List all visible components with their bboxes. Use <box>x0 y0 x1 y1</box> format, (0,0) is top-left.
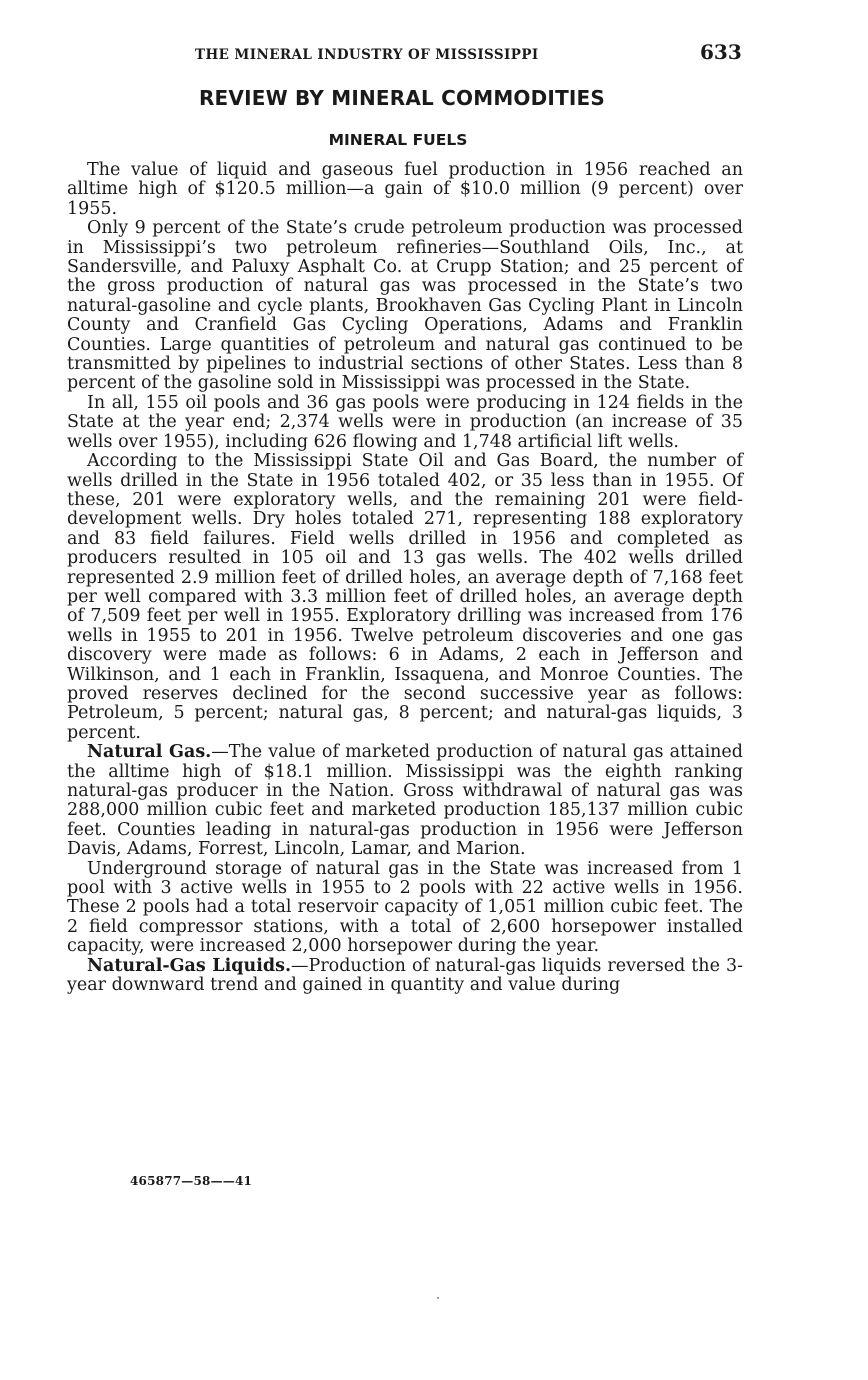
body-text <box>67 161 743 995</box>
natural-gas-text: —The value of marketed production of natural gas attained the alltime high of $18.1 million. Mississippi was the eighth ranking natural-gas producer in the Nation. Gross withdrawal of natural gas was 288,000 million cubic feet and marketed production 185,137 million cubic feet. Counties leading in natural-gas production in 1956 were Jefferson Davis, Adams, Forrest, Lincoln, Lamar, and Marion. <box>67 742 743 860</box>
paragraph-refineries: Only 9 percent of the State’s crude petroleum production was processed in Mississippi’s two petroleum refineries—Southland Oils, Inc., at Sandersville, and Paluxy Asphalt Co. at Crupp Station; and 25 percent of the gross production of natural gas was processed in the State’s two natural-gasoline and cycle plants, Brookhaven Gas Cycling Plant in Lincoln County and Cranfield Gas Cycling Operations, Adams and Franklin Counties. Large quantities of petroleum and natural gas continued to be transmitted by pipelines to industrial sections of other States. Less than 8 percent of the gasoline sold in Mississippi was processed in the State. <box>67 218 743 394</box>
scan-speck <box>437 1297 439 1299</box>
paragraph-natural-gas <box>67 743 743 859</box>
paragraph-pools-and-wells: In all, 155 oil pools and 36 gas pools were producing in 124 fields in the State at the year end; 2,374 wells were in production (an increase of 35 wells over 1955), including 626 flowing and 1,748 artificial lift wells. <box>67 392 743 452</box>
subsection-title: MINERAL FUELS <box>328 131 468 149</box>
natural-gas-heading: Natural Gas. <box>87 742 212 763</box>
footer-print-code: 465877—58——41 <box>130 1174 253 1188</box>
paragraph-underground-storage: Underground storage of natural gas in the State was increased from 1 pool with 3 active wells in 1955 to 2 pools with 22 active wells in 1956. These 2 pools had a total reservoir capacity of 1,051 million cubic feet. The 2 field compressor stations, with a total of 2,600 horsepower installed capacity, were increased 2,000 horsepower during the year. <box>67 858 743 957</box>
section-title: REVIEW BY MINERAL COMMODITIES <box>198 86 606 110</box>
paragraph-drilling: According to the Mississippi State Oil and Gas Board, the number of wells drilled in the State in 1956 totaled 402, or 35 less than in 1955. Of these, 201 were exploratory wells, and the remaining 201 were field-development wells. Dry holes totaled 271, representing 188 exploratory and 83 field failures. Field wells drilled in 1956 and completed as producers resulted in 105 oil and 13 gas wells. The 402 wells drilled represented 2.9 million feet of drilled holes, an average depth of 7,168 feet per well compared with 3.3 million feet of drilled holes, an average depth of 7,509 feet per well in 1955. Exploratory drilling was increased from 176 wells in 1955 to 201 in 1956. Twelve petroleum discoveries and one gas discovery were made as follows: 6 in Adams, 2 each in Jefferson and Wilkinson, and 1 each in Franklin, Issaquena, and Monroe Counties. The proved reserves declined for the second successive year as follows: Petroleum, 5 percent; natural gas, 8 percent; and natural-gas liquids, 3 percent. <box>67 451 743 743</box>
natural-gas-liquids-text: —Production of natural-gas liquids reversed the 3-year downward trend and gained in quantity and value during <box>67 955 743 996</box>
natural-gas-liquids-heading: Natural-Gas Liquids. <box>87 955 292 976</box>
paragraph-natural-gas-liquids <box>67 957 743 996</box>
page-number: 633 <box>700 40 742 64</box>
running-header-title: THE MINERAL INDUSTRY OF MISSISSIPPI <box>195 47 539 63</box>
paragraph-value-of-fuels: The value of liquid and gaseous fuel production in 1956 reached an alltime high of $120.5 million—a gain of $10.0 million (9 percent) over 1955. <box>67 160 743 219</box>
